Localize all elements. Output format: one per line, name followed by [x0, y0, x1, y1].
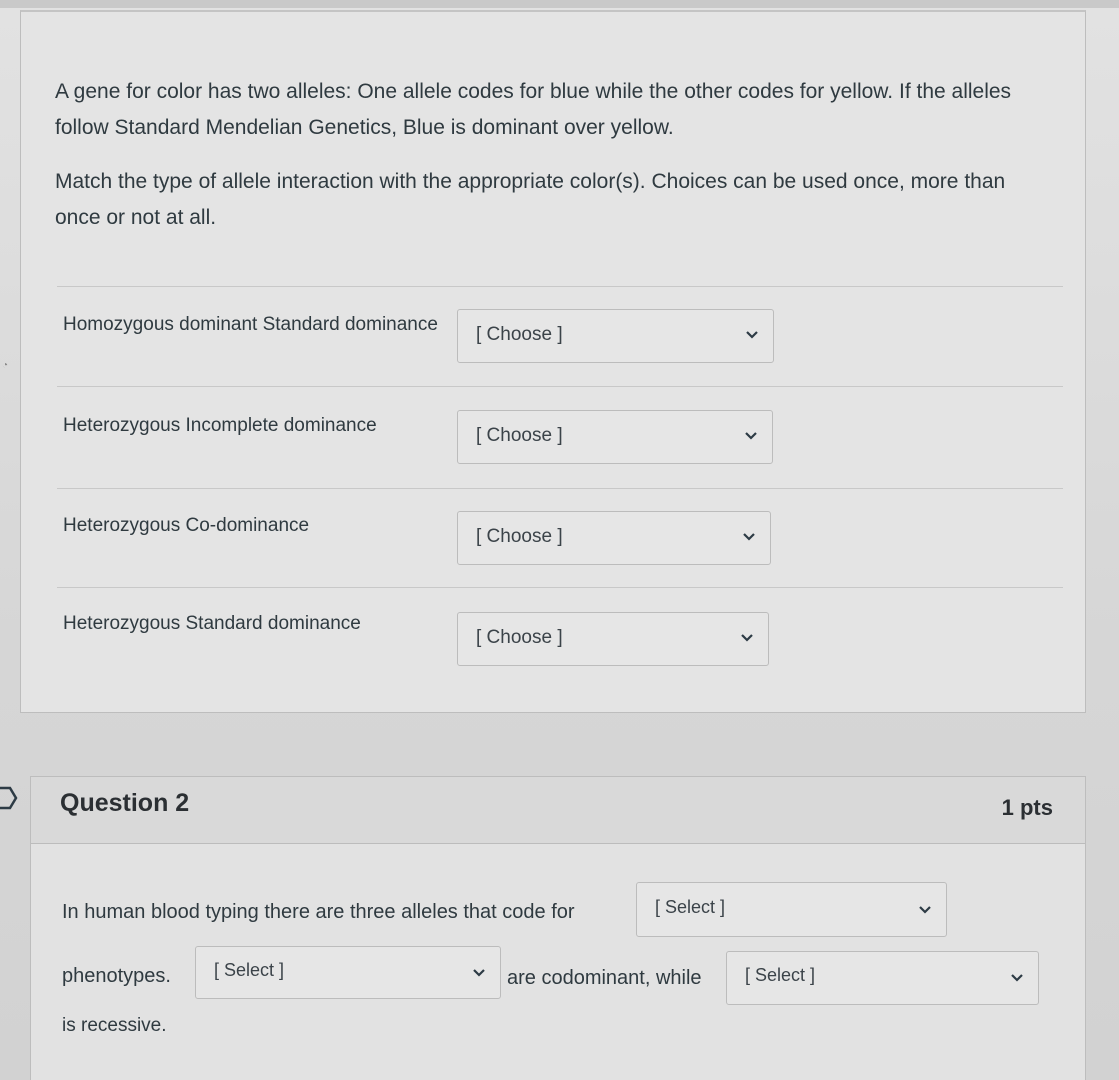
chevron-down-icon: [918, 903, 932, 917]
blood-type-select-3[interactable]: [726, 951, 1039, 1005]
match-select-heterozygous-codominance[interactable]: [457, 511, 771, 565]
chevron-down-icon: [740, 631, 754, 645]
select-value: [ Choose ]: [476, 627, 563, 648]
chevron-down-icon: [742, 530, 756, 544]
select-value: [ Choose ]: [476, 526, 563, 547]
match-select-heterozygous-standard[interactable]: [457, 612, 769, 666]
divider: [57, 587, 1063, 588]
match-select-heterozygous-incomplete[interactable]: [457, 410, 773, 464]
select-value: [ Select ]: [655, 897, 726, 917]
select-value: [ Select ]: [745, 965, 816, 985]
select-value: [ Select ]: [214, 960, 285, 980]
question-1-card: [20, 10, 1086, 713]
question-1-intro: A gene for color has two alleles: One allele codes for blue while the other codes for yellow. If the alleles follow Standard Mendelian Genetics, Blue is dominant over yellow.: [55, 80, 1012, 139]
question-2-text-part4: is recessive.: [62, 1015, 167, 1036]
question-1-instruction: Match the type of allele interaction with the appropriate color(s). Choices can be used once, more than once or not at all.: [55, 170, 1006, 229]
match-label-heterozygous-standard: Heterozygous Standard dominance: [63, 613, 361, 634]
question-marker-icon: [0, 786, 20, 810]
side-mark: ◔: [2, 360, 9, 371]
blood-type-select-2[interactable]: [195, 946, 501, 999]
question-2-text-part3: are codominant, while: [507, 967, 702, 989]
match-select-homozygous-standard[interactable]: [457, 309, 774, 363]
match-label-homozygous-standard: Homozygous dominant Standard dominance: [63, 314, 438, 335]
chevron-down-icon: [744, 429, 758, 443]
question-2-card: [30, 776, 1086, 1080]
divider: [57, 286, 1063, 287]
question-2-header: [31, 777, 1085, 844]
question-2-title: Question 2: [60, 789, 190, 817]
divider: [57, 386, 1063, 387]
chevron-down-icon: [745, 328, 759, 342]
match-label-heterozygous-incomplete: Heterozygous Incomplete dominance: [63, 415, 377, 436]
question-2-points: 1 pts: [1001, 795, 1053, 820]
blood-type-select-1[interactable]: [636, 882, 947, 937]
chevron-down-icon: [472, 966, 486, 980]
select-value: [ Choose ]: [476, 324, 563, 345]
divider: [57, 488, 1063, 489]
question-2-text-part1: In human blood typing there are three alleles that code for: [62, 901, 575, 923]
top-strip: [0, 0, 1119, 8]
match-label-heterozygous-codominance: Heterozygous Co-dominance: [63, 515, 310, 536]
select-value: [ Choose ]: [476, 425, 563, 446]
question-2-text-part2: phenotypes.: [62, 965, 171, 987]
chevron-down-icon: [1010, 971, 1024, 985]
